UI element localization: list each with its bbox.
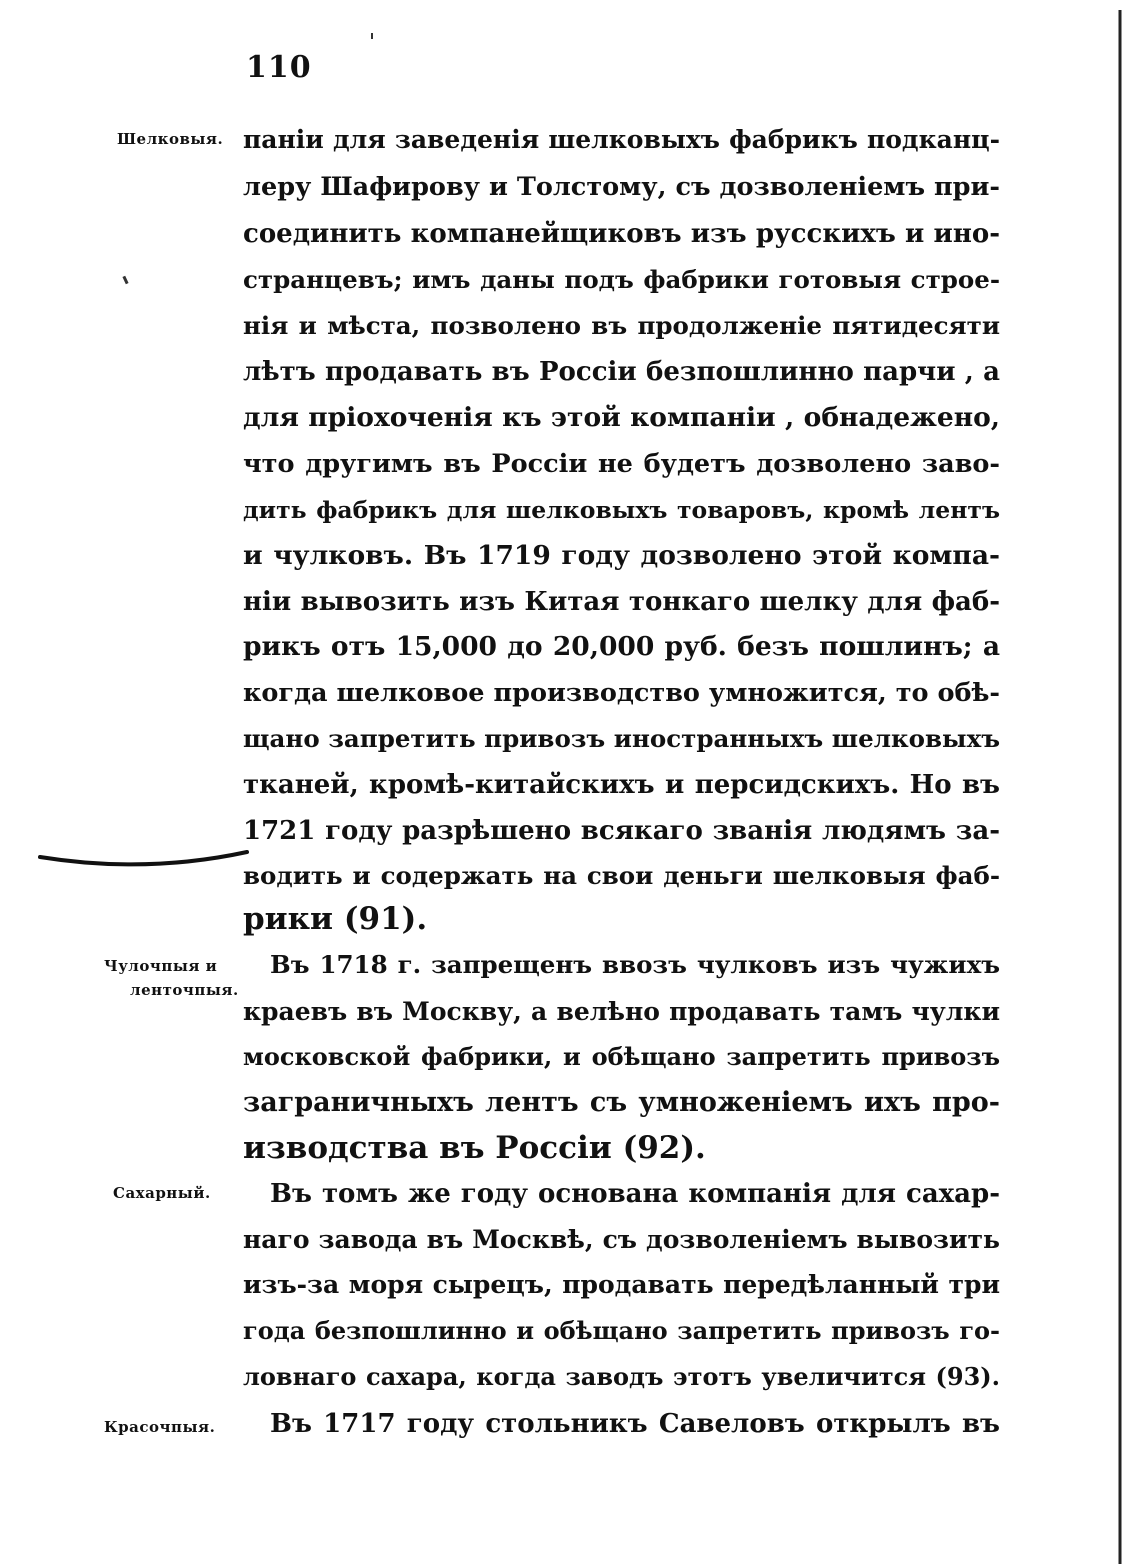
text-line: Въ 1718 г. запрещенъ ввозъ чулковъ изъ чужихъ xyxy=(270,950,1000,979)
text-line: ловнаго сахара, когда заводъ этотъ увеличится (93). xyxy=(243,1362,1000,1391)
text-line: и чулковъ. Въ 1719 году дозволено этой компа- xyxy=(243,540,1000,571)
text-line: года безпошлинно и обѣщано запретить привозъ го- xyxy=(243,1316,1000,1345)
margin-note-dye: Красочпыя. xyxy=(104,1418,216,1436)
text-line: Въ 1717 году стольникъ Савеловъ открылъ въ xyxy=(270,1409,1000,1439)
text-line: дить фабрикъ для шелковыхъ товаровъ, кромѣ лентъ xyxy=(243,496,1000,524)
page-edge-line xyxy=(1108,0,1128,1564)
text-line: Въ томъ же году основана компанія для сахар- xyxy=(270,1179,1000,1209)
text-line: лѣтъ продавать въ Россіи безпошлинно парчи , а xyxy=(243,357,1000,387)
text-line: рикъ отъ 15,000 до 20,000 руб. безъ пошлинъ; а xyxy=(243,631,1000,662)
text-line: паніи для заведенія шелковыхъ фабрикъ подканц- xyxy=(243,125,1000,154)
text-line: ніи вывозить изъ Китая тонкаго шелку для фаб- xyxy=(243,587,1000,617)
text-line: для пріохоченія къ этой компаніи , обнадежено, xyxy=(243,402,1000,433)
speck-mark xyxy=(122,276,128,285)
text-line: заграничныхъ лентъ съ умноженіемъ ихъ про- xyxy=(243,1087,1000,1118)
margin-note-silk: Шелковыя. xyxy=(117,130,224,148)
text-line: странцевъ; имъ даны подъ фабрики готовыя строе- xyxy=(243,265,1000,294)
text-line: соединить компанейщиковъ изъ русскихъ и ино- xyxy=(243,219,1000,249)
text-line: московской фабрики, и обѣщано запретить привозъ xyxy=(243,1042,1000,1071)
margin-note-sugar: Сахарный. xyxy=(113,1184,211,1202)
text-line: щано запретить привозъ иностранныхъ шелковыхъ xyxy=(243,724,1000,753)
text-line: что другимъ въ Россіи не будетъ дозволено заво- xyxy=(243,449,1000,479)
margin-note-stocking: Чулочпыя и xyxy=(104,957,218,975)
text-line: рики (91). xyxy=(243,901,428,937)
text-line: наго завода въ Москвѣ, съ дозволеніемъ вывозить xyxy=(243,1225,1000,1254)
page-number: 110 xyxy=(246,50,312,85)
text-line: краевъ въ Москву, а велѣно продавать тамъ чулки xyxy=(243,997,1000,1026)
pen-stroke-mark xyxy=(35,840,255,880)
text-line: 1721 году разрѣшено всякаго званія людямъ за- xyxy=(243,816,1000,846)
text-line: тканей, кромѣ-китайскихъ и персидскихъ. Но въ xyxy=(243,770,1000,800)
speck-mark xyxy=(371,33,373,39)
margin-note-ribbon: ленточпыя. xyxy=(130,981,239,999)
text-line: когда шелковое производство умножится, то обѣ- xyxy=(243,678,1000,708)
text-line: водить и содержать на свои деньги шелковыя фаб- xyxy=(243,861,1000,890)
text-line: изъ-за моря сырецъ, продавать передѣланный три xyxy=(243,1270,1000,1299)
text-line: изводства въ Россіи (92). xyxy=(243,1130,706,1166)
text-line: нія и мѣста, позволено въ продолженіе пятидесяти xyxy=(243,311,1000,340)
text-line: леру Шафирову и Толстому, съ дозволеніемъ при- xyxy=(243,172,1000,202)
